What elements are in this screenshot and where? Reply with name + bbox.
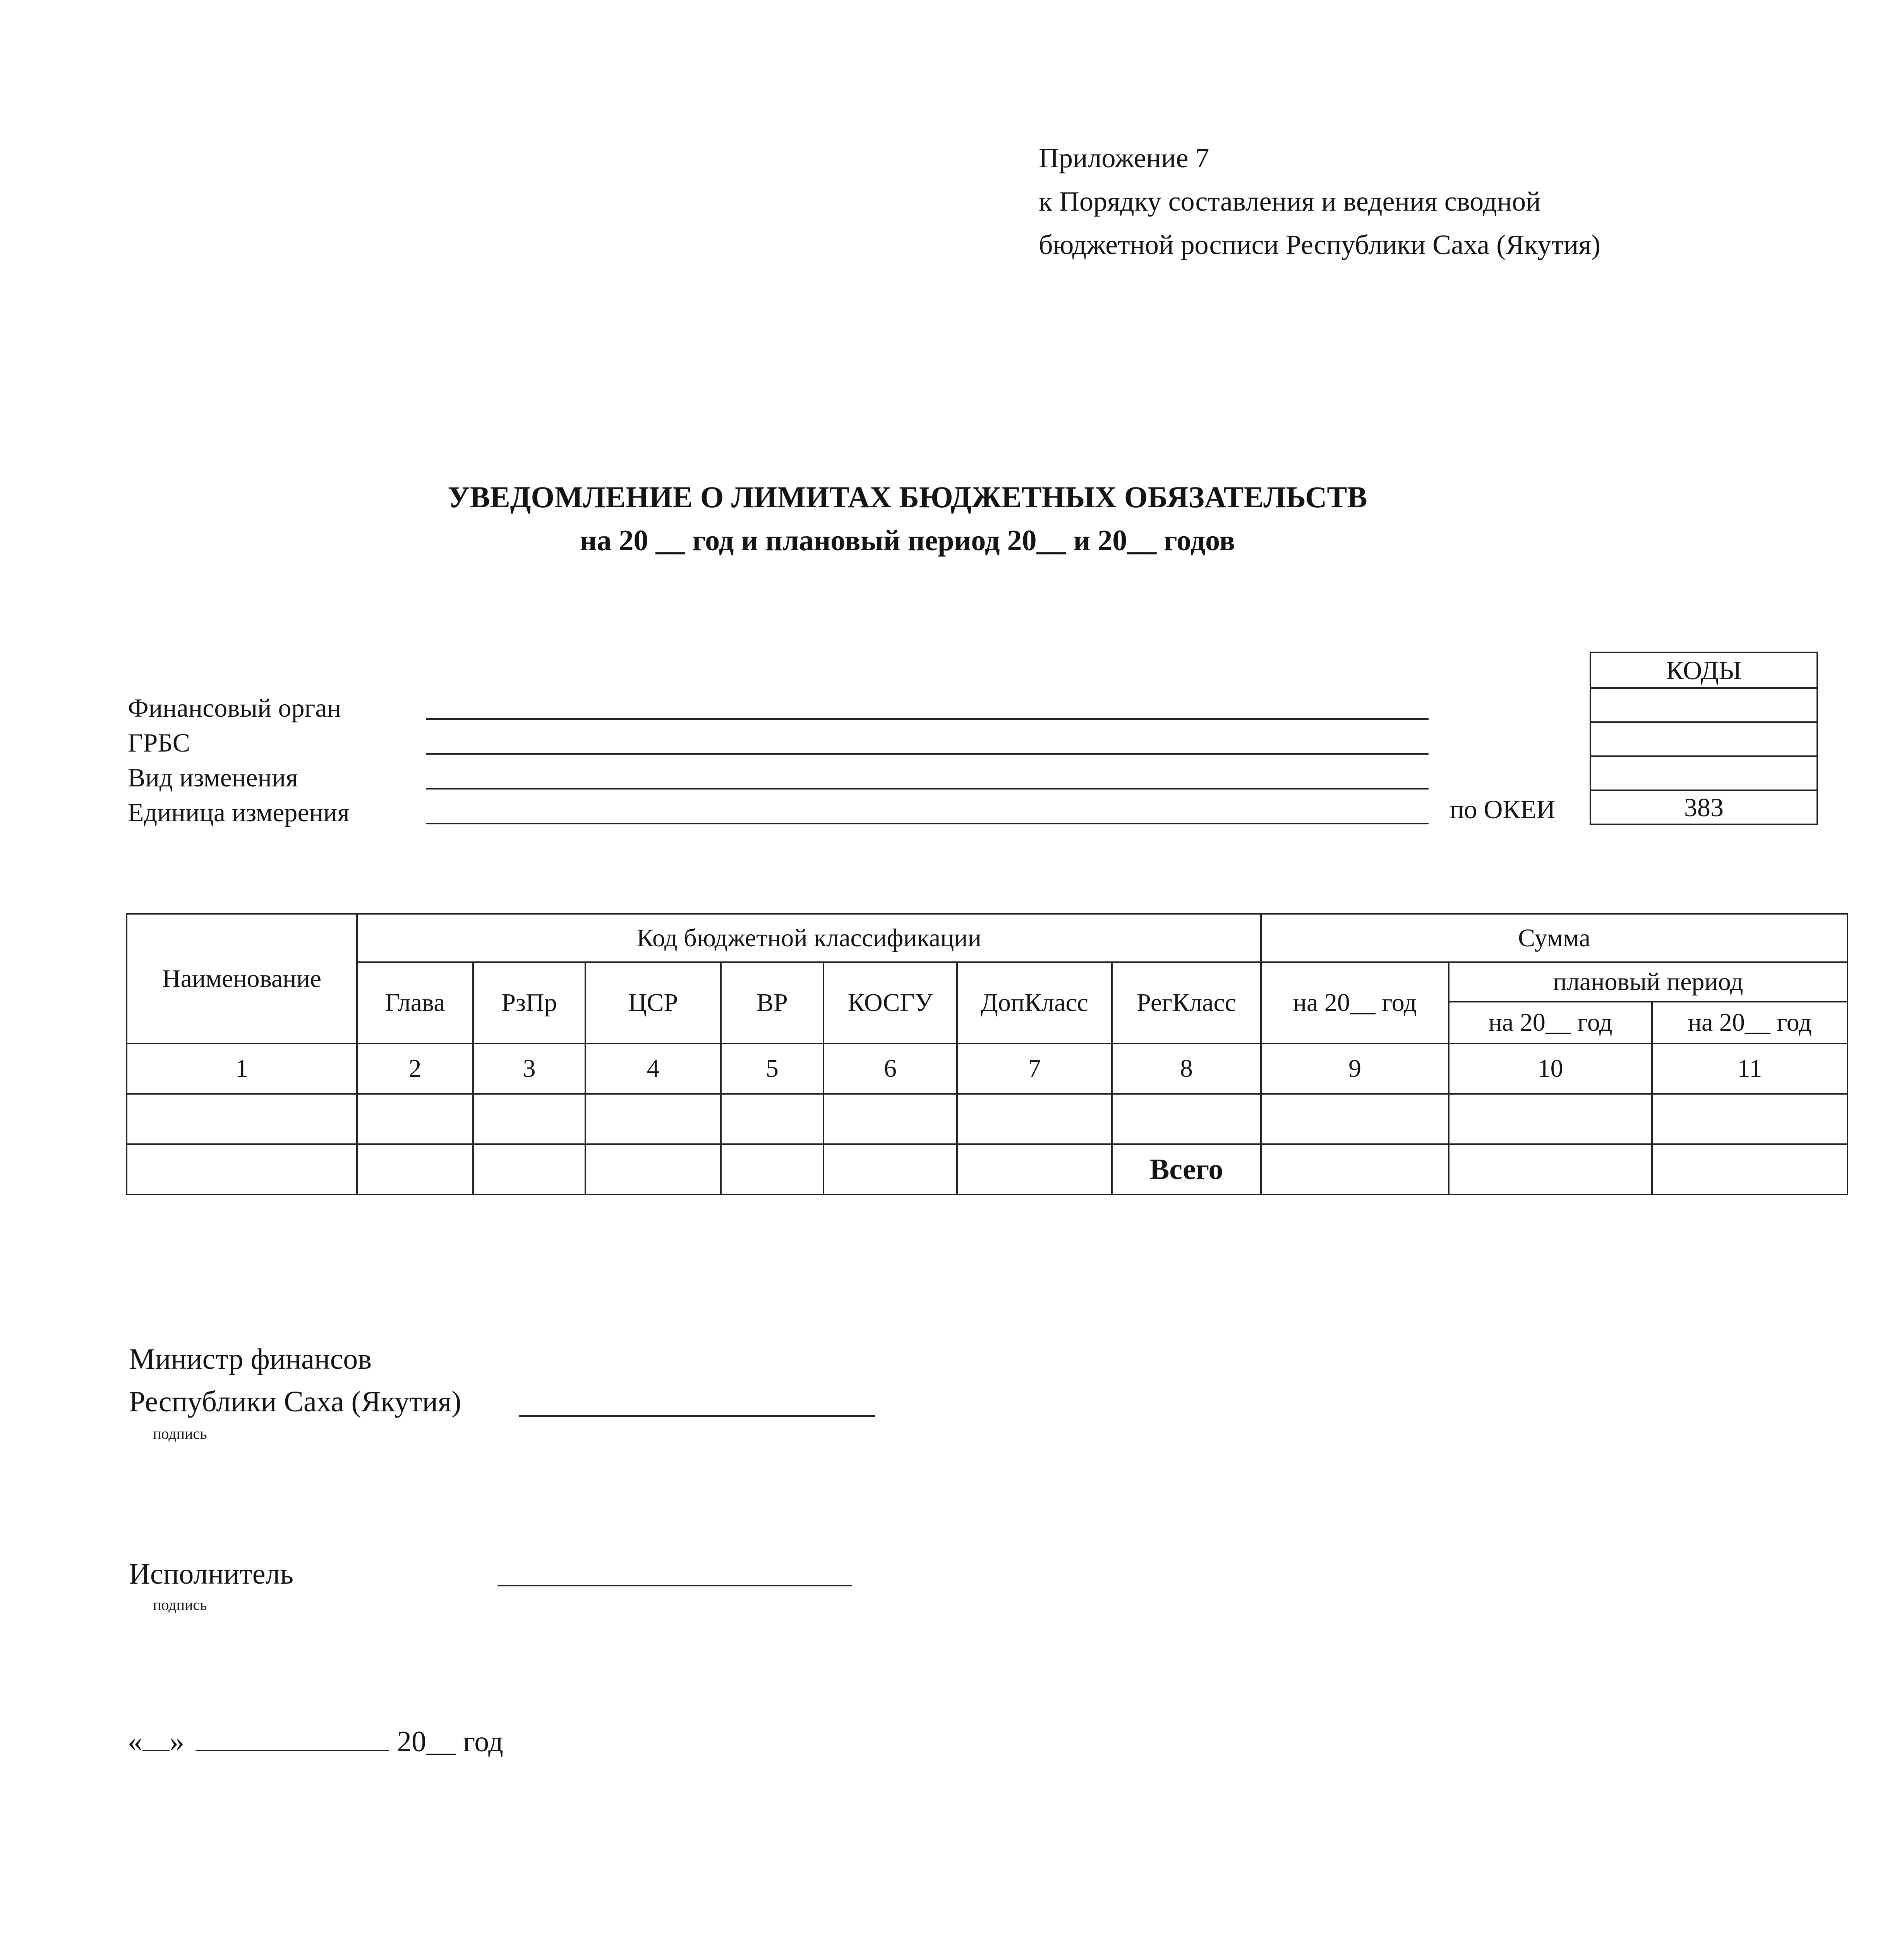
table-cell[interactable] bbox=[823, 1144, 957, 1195]
table-cell[interactable] bbox=[1261, 1094, 1449, 1144]
header-vr: ВР bbox=[721, 962, 823, 1044]
total-sum-plan-1[interactable] bbox=[1449, 1144, 1652, 1195]
col-number: 4 bbox=[585, 1044, 721, 1094]
total-label: Всего bbox=[1112, 1144, 1261, 1195]
date-year: 20__ год bbox=[397, 1725, 503, 1758]
col-number: 2 bbox=[357, 1044, 473, 1094]
appendix-line-1: Приложение 7 bbox=[1039, 142, 1209, 173]
header-sum: Сумма bbox=[1261, 914, 1847, 962]
limits-table bbox=[126, 913, 1848, 1195]
table-cell[interactable] bbox=[1449, 1094, 1652, 1144]
table-cell[interactable] bbox=[473, 1144, 585, 1195]
financial-body-label: Финансовый орган bbox=[128, 693, 341, 723]
date-close-quote: » bbox=[170, 1725, 184, 1758]
table-cell[interactable] bbox=[127, 1144, 357, 1195]
date-open-quote: « bbox=[128, 1725, 142, 1758]
header-dopklass: ДопКласс bbox=[957, 962, 1112, 1044]
col-number: 9 bbox=[1261, 1044, 1449, 1094]
table-cell[interactable] bbox=[127, 1094, 357, 1144]
col-number: 7 bbox=[957, 1044, 1112, 1094]
table-cell[interactable] bbox=[357, 1094, 473, 1144]
col-number: 5 bbox=[721, 1044, 823, 1094]
code-change-type[interactable] bbox=[1590, 756, 1817, 790]
header-regklass: РегКласс bbox=[1112, 962, 1261, 1044]
table-cell[interactable] bbox=[721, 1144, 823, 1195]
col-number: 10 bbox=[1449, 1044, 1652, 1094]
document-title bbox=[0, 475, 1904, 562]
minister-title-line-2: Республики Саха (Якутия) bbox=[129, 1385, 461, 1418]
header-csr: ЦСР bbox=[585, 962, 721, 1044]
col-number: 8 bbox=[1112, 1044, 1261, 1094]
col-number: 1 bbox=[127, 1044, 357, 1094]
codes-header: КОДЫ bbox=[1590, 652, 1817, 688]
total-sum-plan-2[interactable] bbox=[1652, 1144, 1847, 1195]
header-glava: Глава bbox=[357, 962, 473, 1044]
code-grbs[interactable] bbox=[1590, 722, 1817, 756]
appendix-line-2: к Порядку составления и ведения сводной bbox=[1039, 186, 1541, 217]
total-row bbox=[127, 1144, 1847, 1195]
column-numbers-row bbox=[127, 1044, 1847, 1094]
grbs-field[interactable] bbox=[426, 753, 1429, 755]
col-number: 3 bbox=[473, 1044, 585, 1094]
table-cell[interactable] bbox=[357, 1144, 473, 1195]
change-type-label: Вид изменения bbox=[128, 763, 298, 792]
executor-label: Исполнитель bbox=[129, 1558, 294, 1590]
table-cell[interactable] bbox=[1652, 1094, 1847, 1144]
unit-label: Единица измерения bbox=[128, 798, 350, 827]
header-sum-current: на 20__ год bbox=[1261, 962, 1449, 1044]
change-type-field[interactable] bbox=[426, 788, 1429, 790]
table-cell[interactable] bbox=[585, 1144, 721, 1195]
table-cell[interactable] bbox=[957, 1094, 1112, 1144]
code-financial-body[interactable] bbox=[1590, 688, 1817, 722]
table-cell[interactable] bbox=[473, 1094, 585, 1144]
minister-signature-caption: подпись bbox=[153, 1425, 207, 1442]
col-number: 6 bbox=[823, 1044, 957, 1094]
header-planned-period: плановый период bbox=[1449, 962, 1847, 1002]
header-kosgu: КОСГУ bbox=[823, 962, 957, 1044]
codes-table bbox=[1590, 652, 1818, 825]
table-cell[interactable] bbox=[823, 1094, 957, 1144]
table-cell[interactable] bbox=[957, 1144, 1112, 1195]
minister-title-line-1: Министр финансов bbox=[129, 1343, 372, 1375]
unit-field[interactable] bbox=[426, 823, 1429, 824]
header-budget-code: Код бюджетной классификации bbox=[357, 914, 1261, 962]
appendix-line-3: бюджетной росписи Республики Саха (Якутия) bbox=[1039, 229, 1601, 260]
table-row bbox=[127, 1094, 1847, 1144]
date-day-field[interactable] bbox=[142, 1727, 170, 1751]
title-main: УВЕДОМЛЕНИЕ О ЛИМИТАХ БЮДЖЕТНЫХ ОБЯЗАТЕЛЬСТВ bbox=[448, 480, 1367, 514]
header-sum-plan-2: на 20__ год bbox=[1652, 1002, 1847, 1044]
date-month-field[interactable] bbox=[196, 1727, 389, 1751]
header-name: Наименование bbox=[127, 914, 357, 1044]
executor-signature-caption: подпись bbox=[153, 1596, 207, 1613]
grbs-label: ГРБС bbox=[128, 728, 190, 757]
date-line bbox=[128, 1722, 503, 1761]
table-cell[interactable] bbox=[585, 1094, 721, 1144]
financial-body-field[interactable] bbox=[426, 718, 1429, 720]
table-cell[interactable] bbox=[1112, 1094, 1261, 1144]
header-sum-plan-1: на 20__ год bbox=[1449, 1002, 1652, 1044]
minister-signature-field[interactable] bbox=[519, 1415, 875, 1417]
title-sub: на 20 __ год и плановый период 20__ и 20__ годов bbox=[580, 524, 1235, 557]
col-number: 11 bbox=[1652, 1044, 1847, 1094]
total-sum-current[interactable] bbox=[1261, 1144, 1449, 1195]
appendix-header bbox=[1039, 136, 1600, 266]
okei-label: по ОКЕИ bbox=[1450, 795, 1556, 824]
code-okei: 383 bbox=[1590, 790, 1817, 824]
header-rzpr: РзПр bbox=[473, 962, 585, 1044]
table-cell[interactable] bbox=[721, 1094, 823, 1144]
executor-signature-field[interactable] bbox=[497, 1585, 852, 1586]
